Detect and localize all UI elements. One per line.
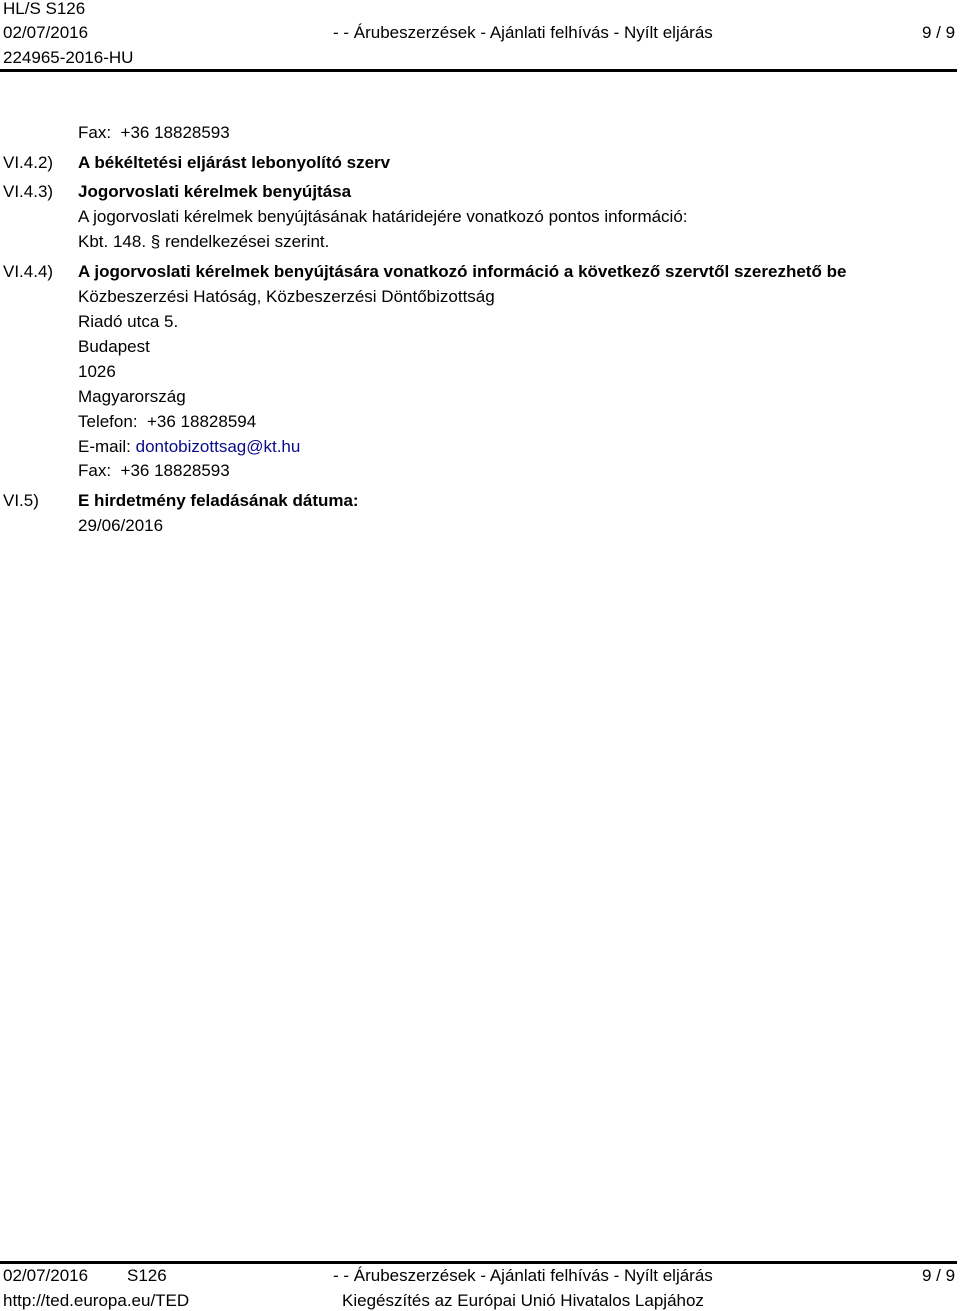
email-label: E-mail: [78,437,131,456]
postal-code: 1026 [78,362,116,381]
email-line [78,438,300,455]
dispatch-date: 29/06/2016 [78,516,164,535]
fax-value: +36 18828593 [120,123,230,142]
header-doc-code: HL/S S126 [3,0,86,18]
footer-subtitle: Kiegészítés az Európai Unió Hivatalos Lapjához [342,1291,704,1310]
section-number-6-4-4: VI.4.4) [3,262,54,281]
fax-label: Fax: [78,123,112,142]
deadline-info-line: A jogorvoslati kérelmek benyújtásának határidejére vonatkozó pontos információ: [78,207,688,226]
phone-label: Telefon: [78,412,138,431]
header-date: 02/07/2016 [3,23,89,42]
footer-url[interactable]: http://ted.europa.eu/TED [3,1291,190,1310]
fax-label-2: Fax: [78,461,112,480]
section-heading-6-5: E hirdetmény feladásának dátuma: [78,491,359,510]
footer-date: 02/07/2016 [3,1266,89,1285]
footer-page-number: 9 / 9 [922,1266,956,1285]
email-link[interactable]: dontobizottsag@kt.hu [135,437,301,456]
city: Budapest [78,337,150,356]
header-ref-number: 224965-2016-HU [3,48,134,67]
section-number-6-5: VI.5) [3,491,39,510]
section-heading-6-4-4: A jogorvoslati kérelmek benyújtására vonatkozó információ a következő szervtől szerezhető be [78,262,847,281]
phone-line [78,413,256,430]
section-number-6-4-3: VI.4.3) [3,182,54,201]
fax-line [78,462,230,479]
country: Magyarország [78,387,186,406]
fax-value-2: +36 18828593 [120,461,230,480]
phone-value: +36 18828594 [147,412,257,431]
header-title: - - Árubeszerzések - Ajánlati felhívás - Nyílt eljárás [333,23,713,42]
section-heading-6-4-3: Jogorvoslati kérelmek benyújtása [78,182,352,201]
footer-title: - - Árubeszerzések - Ajánlati felhívás - Nyílt eljárás [333,1266,713,1285]
header-rule [0,69,957,72]
organisation-name: Közbeszerzési Hatóság, Közbeszerzési Döntőbizottság [78,287,495,306]
street-address: Riadó utca 5. [78,312,179,331]
header-page-number: 9 / 9 [922,23,956,42]
footer-code: S126 [127,1266,167,1285]
footer-rule [0,1261,957,1264]
section-heading-6-4-2: A békéltetési eljárást lebonyolító szerv [78,153,391,172]
fax-line-top [78,124,230,141]
deadline-info-value: Kbt. 148. § rendelkezései szerint. [78,232,330,251]
section-number-6-4-2: VI.4.2) [3,153,54,172]
